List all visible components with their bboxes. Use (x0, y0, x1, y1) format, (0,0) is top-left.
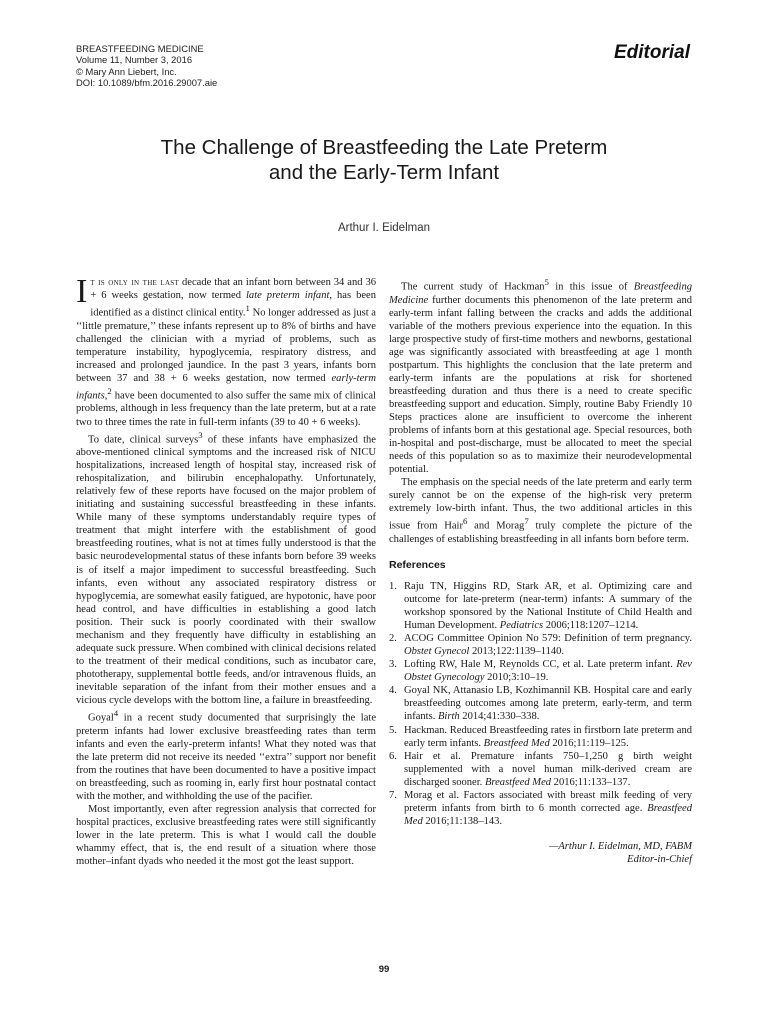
reference-citation: 2006;118:1207–1214. (543, 620, 639, 632)
body-column-right (389, 276, 692, 866)
reference-text: Hackman. Reduced Breastfeeding rates in firstborn late preterm and early term infants. (404, 724, 692, 749)
text: The current study of Hackman (401, 281, 545, 293)
text: , has been identified as a distinct clinical entity. (90, 290, 376, 319)
paragraph-2 (76, 429, 376, 708)
emphasis: late preterm infant (246, 290, 330, 302)
text: , (104, 390, 108, 402)
text: decade that an infant born between 34 and 36 + 6 weeks gestation, now termed (90, 277, 376, 302)
paragraph-3 (76, 707, 376, 803)
citation: 1 (245, 303, 250, 314)
lead-in: t is only in the last (90, 277, 180, 288)
page-number: 99 (378, 964, 390, 975)
reference-text: Hair et al. Premature infants 750–1,250 g birth weight supplemented with a novel human milk-derived cream are discharged sooner. (404, 750, 692, 788)
body-column-left (76, 273, 376, 868)
reference-item (389, 724, 692, 750)
signature-role: Editor-in-Chief (627, 853, 692, 865)
text: To date, clinical surveys (88, 434, 199, 446)
reference-item (389, 658, 692, 684)
reference-item (389, 632, 692, 658)
reference-journal: Breastfeed Med (404, 802, 692, 827)
journal-name: BREASTFEEDING MEDICINE (76, 43, 204, 54)
text: Goyal (88, 712, 114, 724)
text: truly complete the picture of the challenges of establishing breastfeeding in all infants born before term. (389, 520, 693, 545)
reference-journal: Pediatrics (499, 620, 544, 632)
citation: 6 (462, 516, 468, 527)
reference-text: Goyal NK, Attanasio LB, Kozhimannil KB. Hospital care and early breastfeeding outcomes among late preterm, early-term, and term infants. (404, 685, 692, 723)
text: in this issue of (548, 281, 634, 293)
reference-text: ACOG Committee Opinion No 579: Definition of term pregnancy. (404, 633, 692, 645)
reference-citation: 2016;11:133–137. (551, 776, 631, 788)
reference-number: 5. (389, 724, 397, 736)
reference-citation: 2016;11:138–143. (422, 815, 503, 827)
reference-journal: Breastfeed Med (484, 776, 552, 788)
references-heading: References (389, 558, 446, 571)
paragraph-6 (389, 476, 692, 546)
text: have been documented to also suffer the same mix of clinical problems, although in less frequency than the late preterm, but at a rate two to three times the rate in full-term infants (39 to 40 + 6 weeks). (76, 390, 376, 428)
reference-citation: 2010;3:10–19. (484, 672, 549, 684)
text: Most importantly, even after regression analysis that corrected for hospital practices, exclusive breastfeeding rates were still significantly lower in the late preterm. This is what I would call the double whammy effect, that is, the end result of a situation where those mother–infant dyads who needed it the most got the least support. (76, 803, 376, 868)
reference-text: Lofting RW, Hale M, Reynolds CC, et al. Late preterm infant. (404, 659, 677, 671)
citation: 4 (113, 708, 119, 719)
citation: 3 (198, 429, 203, 440)
reference-journal: Rev Obstet Gynecology (404, 659, 692, 684)
journal-doi: DOI: 10.1089/bfm.2016.29007.aie (76, 77, 218, 89)
reference-number: 1. (389, 581, 397, 593)
reference-number: 2. (389, 633, 397, 645)
reference-text: Morag et al. Factors associated with breast milk feeding of very preterm infants from birth to 6 month corrected age. (404, 789, 692, 814)
citation: 5 (544, 277, 549, 287)
reference-item (389, 789, 692, 828)
reference-item (389, 580, 692, 632)
reference-item (389, 750, 692, 789)
signature-name: —Arthur I. Eidelman, MD, FABM (548, 840, 692, 852)
journal-info (76, 43, 217, 89)
reference-number: 4. (389, 685, 397, 697)
journal-volume: Volume 11, Number 3, 2016 (76, 54, 193, 66)
text: The emphasis on the special needs of the late preterm and early term surely cannot be on the expense of the high-risk very preterm extremely low-birth infant. Thus, the two additional articles in this issue from Hair (389, 477, 692, 532)
citation: 2 (107, 385, 112, 396)
text: of these infants have emphasized the above-mentioned clinical symptoms and the increased risk of NICU hospitalizations, increased length of hospital stay, increased risk of rehospitalization, and bilirubin encephalopathy. Unfortunately, relatively few of these reports have focused on the major problem of initiating and sustaining successful breastfeeding in these infants. While many of these symptoms understandably require types of treatment that might interfere with the establishment of good breastfeeding routines, what is not at times fully understood is that the basic neurodevelopmental status of these infants born before 39 weeks is of itself a major impediment to successful breastfeeding. Such infants, even without any associated respiratory distress or hypoglycemia, are somewhat easily fatigued, are hypotonic, have poor head control, and have difficulties in establishing a good latch position. Their suck is poorly coordinated with their swallow mechanism and they frequently have difficulty in establishing an adequate suck pressure. When combined with clinical decisions related to the treatment of their medical conditions, such as incubator care, phototherapy, supplemental bottle feeds, and/or intravenous fluids, an inevitable separation of the infant from their mother ensues and a vicious cycle develops with the bottom line, a failure in breastfeeding. (76, 434, 376, 706)
text: and Morag (467, 520, 525, 532)
journal-copyright: © Mary Ann Liebert, Inc. (76, 65, 177, 77)
reference-citation: 2014;41:330–338. (459, 711, 540, 723)
paragraph-5 (389, 276, 692, 476)
emphasis: early-term infants (76, 372, 376, 402)
citation: 7 (524, 516, 529, 527)
reference-citation: 2016;11:119–125. (549, 737, 629, 749)
drop-cap: I (76, 273, 88, 310)
reference-journal: Obstet Gynecol (404, 646, 470, 658)
reference-citation: 2013;122:1139–1140. (469, 646, 565, 658)
paragraph-4 (76, 803, 376, 868)
reference-item (389, 684, 692, 723)
reference-journal: Birth (437, 711, 460, 723)
paragraph-1 (76, 273, 376, 429)
title-line-1: The Challenge of Breastfeeding the Late Preterm (160, 136, 608, 159)
section-label: Editorial (613, 42, 690, 63)
article-title (60, 135, 708, 185)
reference-number: 6. (389, 750, 397, 762)
reference-text: Raju TN, Higgins RD, Stark AR, et al. Optimizing care and outcome for late-preterm (near-term) infants: A summary of the workshop sponsored by the National Institute of Child Health and Human Development. (404, 581, 692, 632)
emphasis: Breastfeeding Medicine (389, 281, 692, 306)
text: in a recent study documented that surprisingly the late preterm infants had lower exclusive breastfeeding rates than term infants and even the early-preterm infants! What they noted was that the late preterm did not receive its needed ‘‘extra’’ support nor benefit from the routines that have been documented to have a positive impact on breastfeeding, such as rooming in, early first hour postnatal contact with the mother, and withholding the use of the pacifier. (76, 712, 376, 802)
references-list (389, 580, 692, 828)
text: further documents this phenomenon of the late preterm and early-term infant falling between the cracks and adds the additional variable of the mothers previous experience into the equation. In this large prospective study of first-time mothers and newborns, gestational age was significantly associated with breastfeeding at age 1 month postpartum. This highlights the conclusion that the late preterm and early-term infants are the populations at risk for shortened breastfeeding duration and thus there is a need to create specific breastfeeding support and education. Simply, routine Baby Friendly 10 Steps practices alone are insufficient to overcome the inherent problems of infants born at this gestational age. Special resources, both in-hospital and post-discharge, must be allocated to meet the special needs of this population so as to maximize their neurodevelopmental potential. (389, 294, 692, 476)
signature (389, 840, 692, 866)
article-author: Arthur I. Eidelman (337, 222, 431, 234)
reference-number: 7. (389, 789, 397, 801)
title-line-2: and the Early-Term Infant (268, 161, 500, 184)
reference-journal: Breastfeed Med (483, 737, 550, 749)
reference-number: 3. (389, 659, 397, 671)
text: No longer addressed as just a ‘‘little premature,’’ these infants represent up to 8% of births and have challenged the clinician with a myriad of problems, such as temperature instability, hypoglycemia, respiratory distress, and increased and prolonged jaundice. In the past 3 years, infants born between 37 and 38 + 6 weeks gestation, now termed (76, 307, 376, 384)
